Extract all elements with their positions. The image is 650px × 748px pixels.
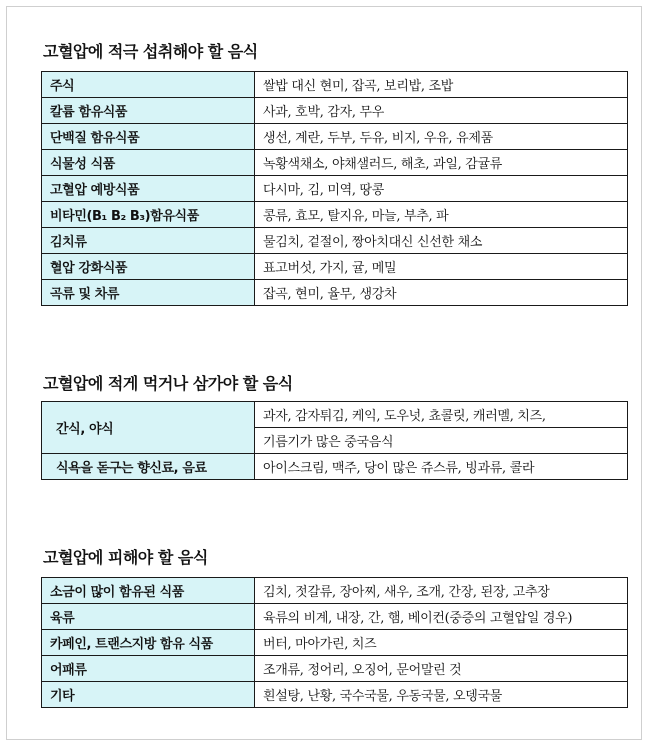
category-cell: 김치류 (42, 228, 255, 254)
table-row (42, 656, 628, 682)
items-cell: 육류의 비계, 내장, 간, 햄, 베이컨(중증의 고혈압일 경우) (255, 604, 628, 630)
avoid-food-table (41, 577, 628, 708)
items-cell: 다시마, 김, 미역, 땅콩 (255, 176, 628, 202)
content-frame (6, 6, 642, 740)
items-cell: 흰설탕, 난황, 국수국물, 우동국물, 오뎅국물 (255, 682, 628, 708)
table-row (42, 124, 628, 150)
table-row (42, 228, 628, 254)
items-cell: 아이스크림, 맥주, 당이 많은 쥬스류, 빙과류, 콜라 (255, 454, 628, 480)
items-cell: 버터, 마아가린, 치즈 (255, 630, 628, 656)
category-cell: 주식 (42, 72, 255, 98)
items-cell: 생선, 계란, 두부, 두유, 비지, 우유, 유제품 (255, 124, 628, 150)
table-row (42, 454, 628, 480)
items-cell: 김치, 젓갈류, 장아찌, 새우, 조개, 간장, 된장, 고추장 (255, 578, 628, 604)
category-cell: 카페인, 트랜스지방 함유 식품 (42, 630, 255, 656)
table-row (42, 280, 628, 306)
items-cell: 조개류, 정어리, 오징어, 문어말린 것 (255, 656, 628, 682)
category-cell: 어패류 (42, 656, 255, 682)
limit-food-table (41, 401, 628, 480)
category-cell: 단백질 함유식품 (42, 124, 255, 150)
category-cell: 비타민(B₁ B₂ B₃)함유식품 (42, 202, 255, 228)
table-row (42, 150, 628, 176)
items-cell: 표고버섯, 가지, 귤, 메밀 (255, 254, 628, 280)
category-cell: 곡류 및 차류 (42, 280, 255, 306)
category-cell: 식욕을 돋구는 향신료, 음료 (42, 454, 255, 480)
items-cell: 사과, 호박, 감자, 무우 (255, 98, 628, 124)
category-cell: 간식, 야식 (42, 402, 255, 454)
items-cell-continued: 기름기가 많은 중국음식 (255, 428, 628, 454)
category-cell: 육류 (42, 604, 255, 630)
table-row (42, 202, 628, 228)
table-row (42, 630, 628, 656)
section-title-avoid: 고혈압에 피해야 할 음식 (43, 548, 208, 567)
recommended-food-table (41, 71, 628, 306)
table-row (42, 72, 628, 98)
table-row (42, 402, 628, 428)
table-row (42, 176, 628, 202)
table-row (42, 578, 628, 604)
category-cell: 소금이 많이 함유된 식품 (42, 578, 255, 604)
category-cell: 혈압 강화식품 (42, 254, 255, 280)
table-row (42, 604, 628, 630)
items-cell: 녹황색채소, 야채샐러드, 해초, 과일, 감귤류 (255, 150, 628, 176)
table-row (42, 682, 628, 708)
table-row (42, 254, 628, 280)
category-cell: 고혈압 예방식품 (42, 176, 255, 202)
items-cell: 과자, 감자튀김, 케익, 도우넛, 쵸콜릿, 캐러멜, 치즈, (255, 402, 628, 428)
category-cell: 기타 (42, 682, 255, 708)
section-title-recommended: 고혈압에 적극 섭취해야 할 음식 (43, 42, 258, 61)
items-cell: 콩류, 효모, 탈지유, 마늘, 부추, 파 (255, 202, 628, 228)
category-cell: 식물성 식품 (42, 150, 255, 176)
table-row (42, 98, 628, 124)
items-cell: 물김치, 겉절이, 짱아치대신 신선한 채소 (255, 228, 628, 254)
items-cell: 잡곡, 현미, 율무, 생강차 (255, 280, 628, 306)
section-title-limit: 고혈압에 적게 먹거나 삼가야 할 음식 (43, 374, 293, 393)
category-cell: 칼륨 함유식품 (42, 98, 255, 124)
items-cell: 쌀밥 대신 현미, 잡곡, 보리밥, 조밥 (255, 72, 628, 98)
